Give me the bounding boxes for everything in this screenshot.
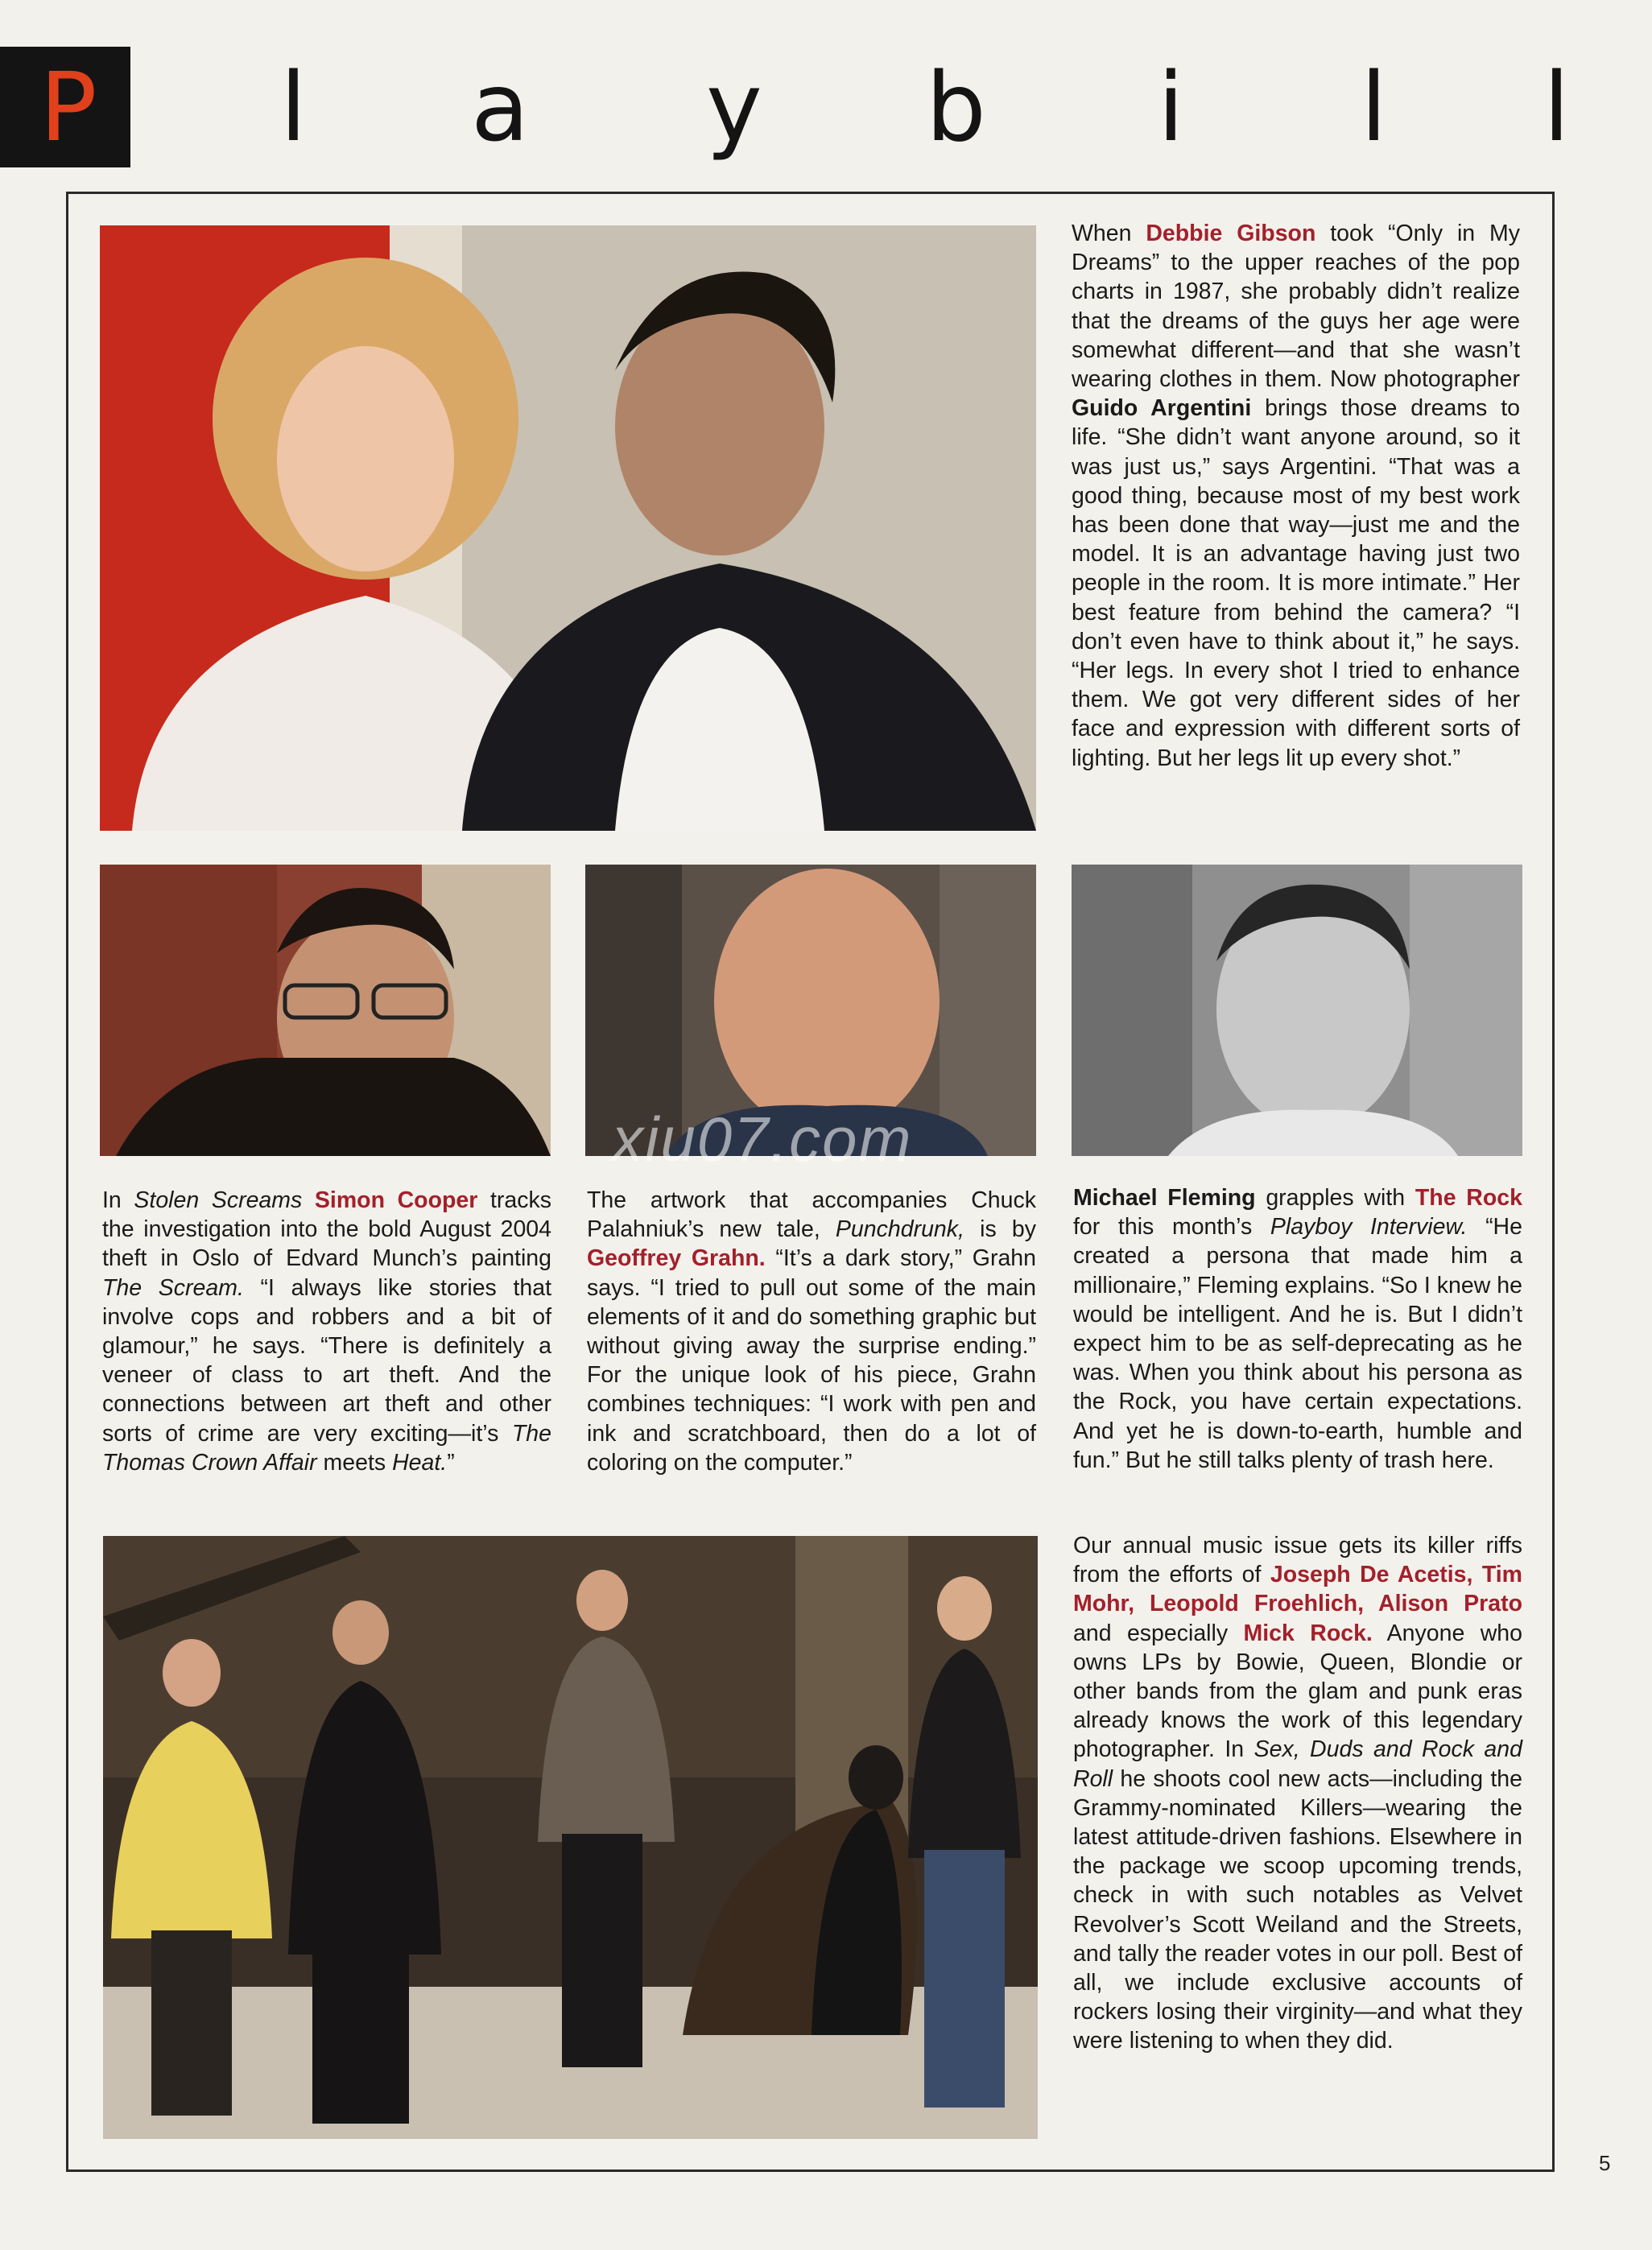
header-letter-b: b xyxy=(926,52,986,163)
mick-rock-name: Mick Rock. xyxy=(1243,1620,1373,1646)
watermark: xiu07.com xyxy=(612,1104,913,1175)
gibson-argentini-photo xyxy=(100,225,1036,831)
cooper-paragraph: In Stolen Screams Simon Cooper tracks the investigation into the bold August 2004 theft in Oslo of Edvard Munch’s painting The Scream. “I always like stories that involve cops and robbers and a bit of glamour,” he says. “There is definitely a veneer of class to art theft. And the connections between art theft and other sorts of crime are very exciting—it’s The Thomas Crown Affair meets Heat.” xyxy=(102,1187,551,1476)
simon-cooper-photo xyxy=(100,865,551,1156)
playbill-header xyxy=(0,47,1652,167)
page-number: 5 xyxy=(1599,2151,1611,2175)
the-rock-name: The Rock xyxy=(1415,1185,1522,1211)
header-letter-l: l xyxy=(280,52,307,163)
geoffrey-grahn-name: Geoffrey Grahn. xyxy=(587,1245,766,1272)
header-letter-i: i xyxy=(1158,52,1184,163)
header-letter-l2: l xyxy=(1361,52,1387,163)
header-letter-a: a xyxy=(471,52,530,163)
michael-fleming-photo xyxy=(1072,865,1522,1156)
music-paragraph: Our annual music issue gets its killer riffs from the efforts of Joseph De Acetis, Tim Mohr, Leopold Froehlich, Alison Prato and especially Mick Rock. Anyone who owns LPs by Bowie, Queen, Blondie or other bands from the glam and punk eras already knows the work of this legendary photographer. In Sex, Duds and Rock and Roll he shoots cool new acts—including the Grammy-nominated Killers—wearing the latest attitude-driven fashions. Elsewhere in the package we scoop upcoming trends, check in with such notables as Velvet Revolver’s Scott Weiland and the Streets, and tally the reader votes in our poll. Best of all, we include exclusive accounts of rockers losing their virginity—and what they were listening to when they did. xyxy=(1073,1533,1522,2054)
header-letter-p: P xyxy=(0,47,130,167)
header-letter-y: y xyxy=(706,52,762,163)
gibson-paragraph: When Debbie Gibson took “Only in My Dreams” to the upper reaches of the pop charts in 1987, she probably didn’t realize that the dreams of the guys her age were somewhat different—and that she wasn’t wearing clothes in them. Now photographer Guido Argentini brings those dreams to life. “She didn’t want anyone around, so it was just us,” says Argentini. “That was a good thing, because most of my best work has been done that way—just me and the model. It is an advantage having just two people in the room. It is more intimate.” Her best feature from behind the camera? “I don’t even have to think about it,” he says. “Her legs. In every shot I tried to enhance them. We got very different sides of her face and expression with different sorts of lighting. But her legs lit up every shot.” xyxy=(1072,221,1520,771)
music-issue-group-photo xyxy=(103,1536,1038,2139)
fleming-paragraph: Michael Fleming grapples with The Rock for this month’s Playboy Interview. “He created a persona that made him a millionaire,” Fleming explains. “So I knew he would be intelligent. And he is. But I didn’t expect him to be as self-deprecating as he was. When you think about his persona as the Rock, you have certain expectations. And yet he is down-to-earth, humble and fun.” But he still talks plenty of trash here. xyxy=(1073,1185,1522,1473)
contributors-names: Joseph De Acetis, Tim Mohr, Leopold Froehlich, Alison Prato xyxy=(1073,1562,1522,1617)
michael-fleming-name: Michael Fleming xyxy=(1073,1185,1256,1211)
simon-cooper-name: Simon Cooper xyxy=(314,1187,478,1213)
guido-argentini-name: Guido Argentini xyxy=(1072,395,1252,422)
grahn-paragraph: The artwork that accompanies Chuck Palahniuk’s new tale, Punchdrunk, is by Geoffrey Grahn. “It’s a dark story,” Grahn says. “I tried to pull out some of the main elements of it and do something graphic but without giving away the surprise ending.” For the unique look of his piece, Grahn combines techniques: “I work with pen and ink and scratchboard, then do a lot of coloring on the computer.” xyxy=(587,1187,1036,1476)
debbie-gibson-name: Debbie Gibson xyxy=(1146,221,1316,246)
header-letter-l3: l xyxy=(1543,52,1570,163)
